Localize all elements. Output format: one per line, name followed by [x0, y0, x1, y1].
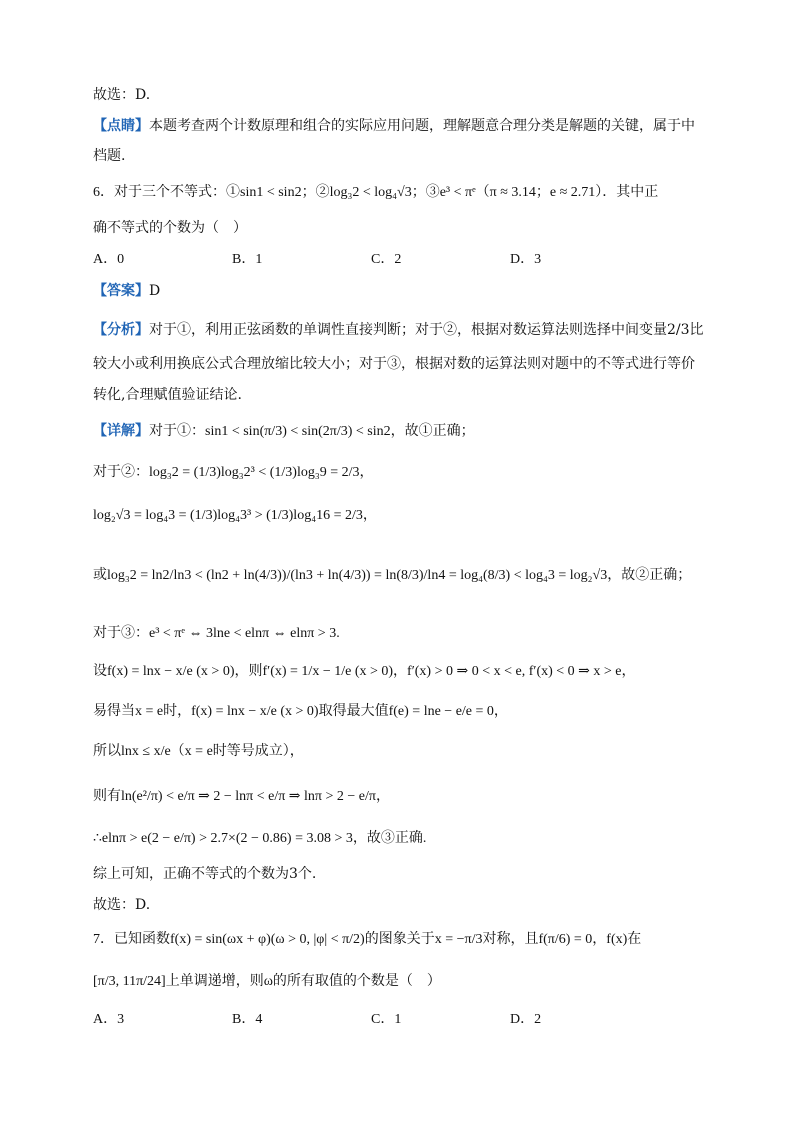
question-7-stem: 7．已知函数f(x) = sin(ωx + φ)(ω > 0, |φ| < π/2)的图象关于x = −π/3对称，且f(π/6) = 0，f(x)在 [93, 932, 642, 947]
math-line: ∴elnπ > e(2 − e/π) > 2.7×(2 − 0.86) = 3.08 > 3，故③正确. [93, 831, 427, 846]
option-b: B．1 [232, 252, 263, 267]
section-tag: 【点睛】 [93, 118, 149, 134]
analysis-line: 【分析】对于①，利用正弦函数的单调性直接判断；对于②，根据对数运算法则选择中间变量2/3比 [93, 322, 704, 338]
math-line: 对于②：log₃2 = (1/3)log₃2³ < (1/3)log₃9 = 2/3， [93, 465, 374, 480]
text-line: 较大小或利用换底公式合理放缩比较大小；对于③，根据对数的运算法则对题中的不等式进行等价 [93, 356, 695, 372]
text-line: 转化,合理赋值验证结论. [93, 387, 242, 403]
section-tag: 【详解】 [93, 424, 149, 439]
option-c: C．2 [371, 252, 402, 267]
section-tag: 【答案】 [93, 283, 149, 299]
option-b: B．4 [232, 1012, 263, 1027]
detail-line: 【详解】对于①：sin1 < sin(π/3) < sin(2π/3) < sin2，故①正确； [93, 424, 475, 439]
math-line: 或log₃2 = ln2/ln3 < (ln2 + ln(4/3))/(ln3 + ln(4/3)) = ln(8/3)/ln4 = log₄(8/3) < log₄3 = log₂√3，故②正确； [93, 568, 692, 583]
q6-options [93, 250, 649, 270]
text-line: 故选：D. [93, 897, 151, 913]
option-c: C．1 [371, 1012, 402, 1027]
math-line: 则有ln(e²/π) < e/π ⇒ 2 − lnπ < e/π ⇒ lnπ > 2 − e/π， [93, 789, 390, 804]
math-line: 对于③：e³ < πᵉ ⇔ 3lne < elnπ ⇔ elnπ > 3. [93, 626, 340, 641]
option-d: D．2 [510, 1012, 542, 1027]
text-line: 综上可知，正确不等式的个数为3个. [93, 866, 317, 882]
math-line: 所以lnx ≤ x/e（x = e时等号成立）， [93, 744, 304, 759]
option-a: A．3 [93, 1012, 125, 1027]
text-line: 档题. [93, 148, 126, 164]
section-tag: 【分析】 [93, 322, 149, 338]
math-line: 设f(x) = lnx − x/e (x > 0)，则f′(x) = 1/x − 1/e (x > 0)，f′(x) > 0 ⇒ 0 < x < e, f′(x) < 0 ⇒ x > e， [93, 664, 636, 679]
option-a: A．0 [93, 252, 125, 267]
text-line: 确不等式的个数为（ ） [93, 220, 247, 236]
text-line: 【点睛】本题考查两个计数原理和组合的实际应用问题，理解题意合理分类是解题的关键，属于中 [93, 118, 695, 134]
text-line: 故选：D. [93, 87, 151, 103]
math-line: 易得当x = e时，f(x) = lnx − x/e (x > 0)取得最大值f(e) = lne − e/e = 0， [93, 704, 508, 719]
math-line: log₂√3 = log₄3 = (1/3)log₄3³ > (1/3)log₄16 = 2/3， [93, 508, 377, 523]
option-d: D．3 [510, 252, 542, 267]
question-6-stem: 6．对于三个不等式：①sin1 < sin2；②log₃2 < log₄√3；③e³ < πᵉ（π ≈ 3.14；e ≈ 2.71）．其中正 [93, 185, 659, 200]
answer-line: 【答案】D [93, 283, 161, 299]
q7-options [93, 1010, 649, 1030]
text-line: [π/3, 11π/24]上单调递增，则ω的所有取值的个数是（ ） [93, 974, 441, 989]
